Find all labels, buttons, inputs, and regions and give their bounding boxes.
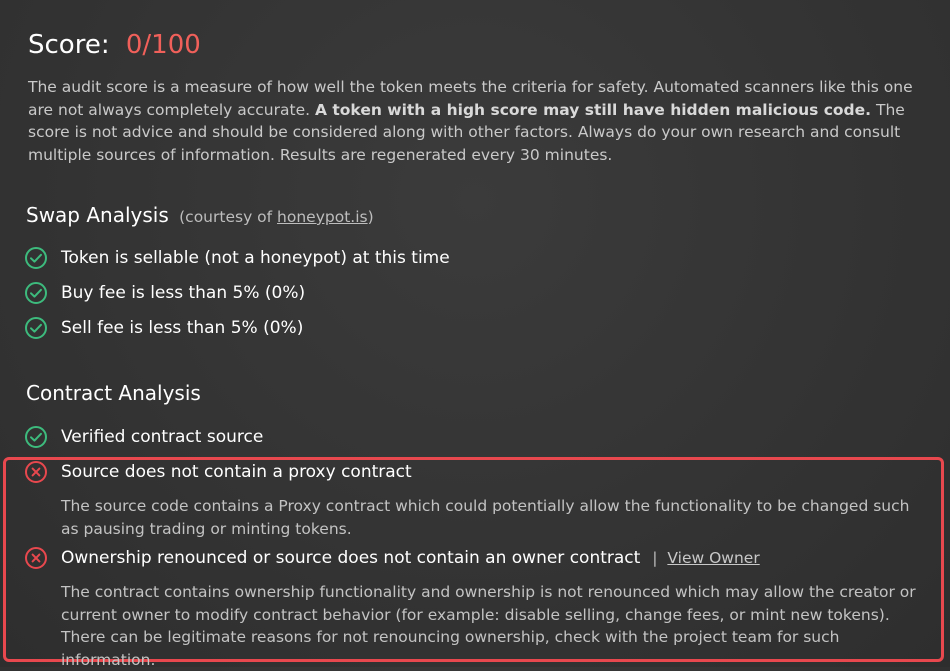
swap-check-label: Buy fee is less than 5% (0%) xyxy=(61,283,306,303)
contract-check-label: Ownership renounced or source does not contain an owner contract xyxy=(61,548,641,568)
courtesy-note xyxy=(179,208,374,226)
check-circle-icon xyxy=(24,425,48,449)
courtesy-suffix: ) xyxy=(367,208,374,226)
swap-check-buy-fee xyxy=(24,281,305,305)
proxy-detail: The source code contains a Proxy contract which could potentially allow the functionality to be changed such as pausing trading or minting tokens. xyxy=(61,497,910,538)
contract-check-verified xyxy=(24,425,263,449)
score-value: 0/100 xyxy=(125,30,201,60)
contract-check-proxy xyxy=(24,460,412,484)
view-owner-link[interactable]: View Owner xyxy=(667,549,760,567)
check-circle-icon xyxy=(24,281,48,305)
contract-check-ownership xyxy=(24,546,760,570)
ownership-detail: The contract contains ownership functionality and ownership is not renounced which may allow the creator or current owner to modify contract behavior (for example: disable selling, change fees, or mint new tokens). There can be legitimate reasons for not renouncing ownership, check with the project team for such information. xyxy=(61,583,916,669)
x-circle-icon xyxy=(24,460,48,484)
swap-analysis-heading: Swap Analysis xyxy=(26,203,169,227)
audit-description xyxy=(28,76,928,166)
contract-check-label: Source does not contain a proxy contract xyxy=(61,462,412,482)
swap-analysis-title xyxy=(26,203,374,227)
x-circle-icon xyxy=(24,546,48,570)
swap-check-label: Sell fee is less than 5% (0%) xyxy=(61,318,304,338)
honeypot-link[interactable]: honeypot.is xyxy=(277,208,368,226)
contract-analysis-title: Contract Analysis xyxy=(26,381,201,405)
check-circle-icon xyxy=(24,316,48,340)
score-header xyxy=(28,28,201,62)
separator: | xyxy=(652,549,658,567)
courtesy-prefix: (courtesy of xyxy=(179,208,278,226)
contract-check-label: Verified contract source xyxy=(61,427,264,447)
swap-check-sell-fee xyxy=(24,316,303,340)
swap-check-sellable xyxy=(24,246,450,270)
description-text-1: The audit score is a measure of how well the token meets the criteria for safety. Automated scanners like this one are not always completely accurate. xyxy=(28,78,913,119)
description-bold-warning: A token with a high score may still have hidden malicious code. xyxy=(314,100,872,119)
check-circle-icon xyxy=(24,246,48,270)
swap-check-label: Token is sellable (not a honeypot) at this time xyxy=(61,248,450,268)
description-text-2: The score is not advice and should be considered along with other factors. Always do your own research and consult multiple sources of information. Results are regenerated every 30 minutes. xyxy=(28,100,905,164)
score-label: Score: xyxy=(28,30,110,60)
